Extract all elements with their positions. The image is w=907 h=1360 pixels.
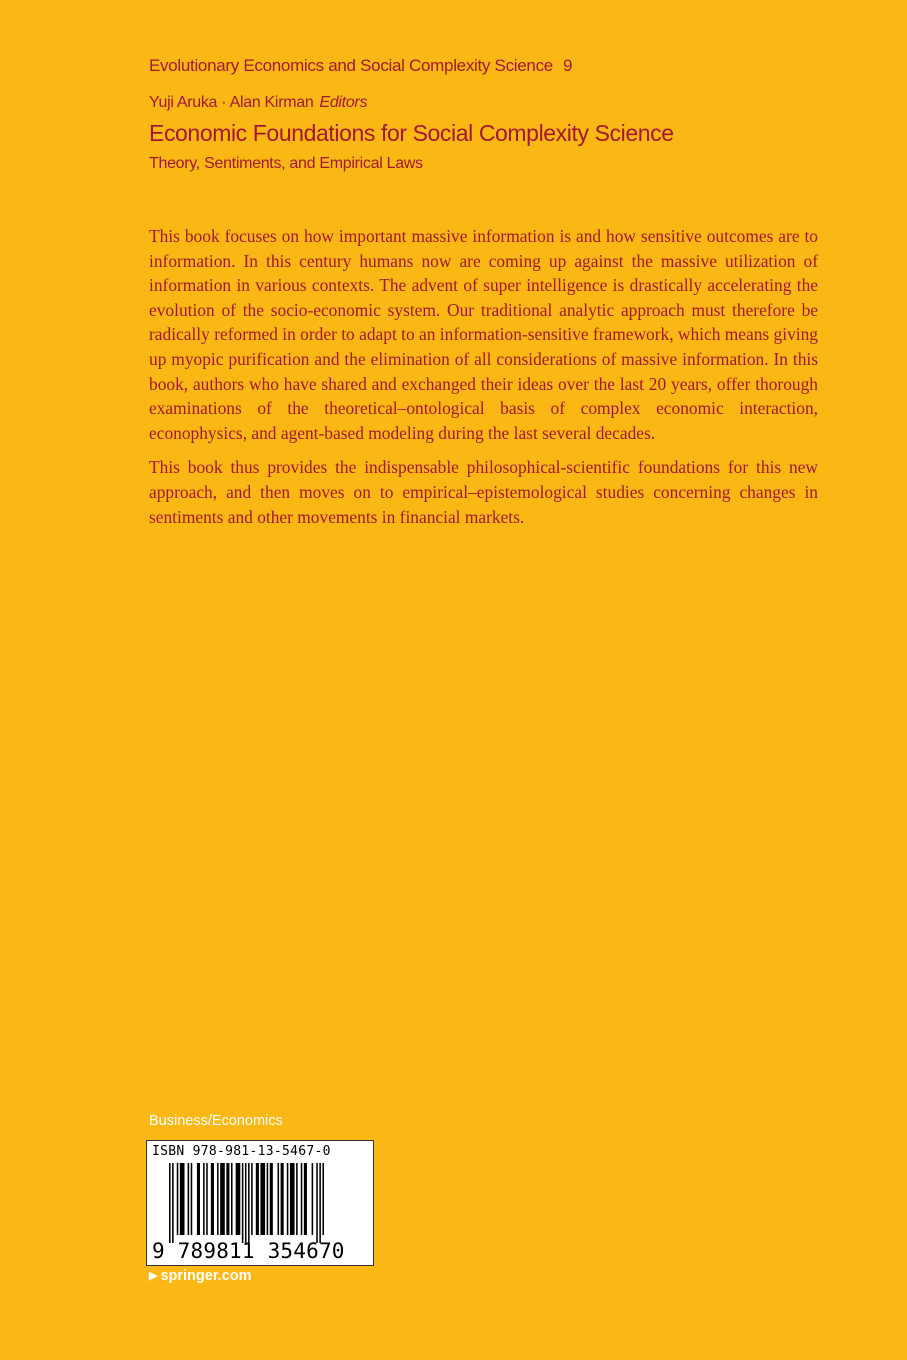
description-paragraph: This book thus provides the indispensable philosophical-scientific foundations for this new approach, and then moves on to empirical–epistemological studies concerning changes in sentiments and other movements in financial markets. (149, 457, 818, 527)
book-title: Economic Foundations for Social Complexity Science (149, 120, 674, 146)
ean-digits: 9 789811 354670 (152, 1239, 345, 1263)
series-name: Evolutionary Economics and Social Complexity Science (149, 56, 553, 75)
description-paragraph: This book focuses on how important massive information is and how sensitive outcomes are to information. In this century humans now are coming up against the massive utilization of information in various contexts. The advent of super intelligence is drastically accelerating the evolution of the socio-economic system. Our traditional analytic approach must therefore be radically reformed in order to adapt to an information-sensitive framework, which means giving up myopic purification and the elimination of all considerations of massive information. In this book, authors who have shared and exchanged their ideas over the last 20 years, offer thorough examinations of the theoretical–ontological basis of complex economic interaction, econophysics, and agent-based modeling during the last several decades. (149, 226, 818, 443)
isbn-number: ISBN 978-981-13-5467-0 (152, 1144, 331, 1159)
isbn-barcode (146, 1140, 374, 1266)
book-subtitle: Theory, Sentiments, and Empirical Laws (149, 155, 423, 172)
publisher-website (149, 1268, 252, 1284)
book-description (149, 224, 818, 539)
website-text: springer.com (160, 1268, 252, 1284)
series-number: 9 (562, 56, 573, 75)
editors-line (149, 94, 367, 112)
editor-names: Yuji Aruka · Alan Kirman (149, 94, 314, 111)
editors-role: Editors (319, 94, 368, 111)
play-arrow-icon: ▶ (149, 1270, 158, 1282)
series-title (149, 56, 572, 76)
subject-category: Business/Economics (149, 1113, 283, 1129)
